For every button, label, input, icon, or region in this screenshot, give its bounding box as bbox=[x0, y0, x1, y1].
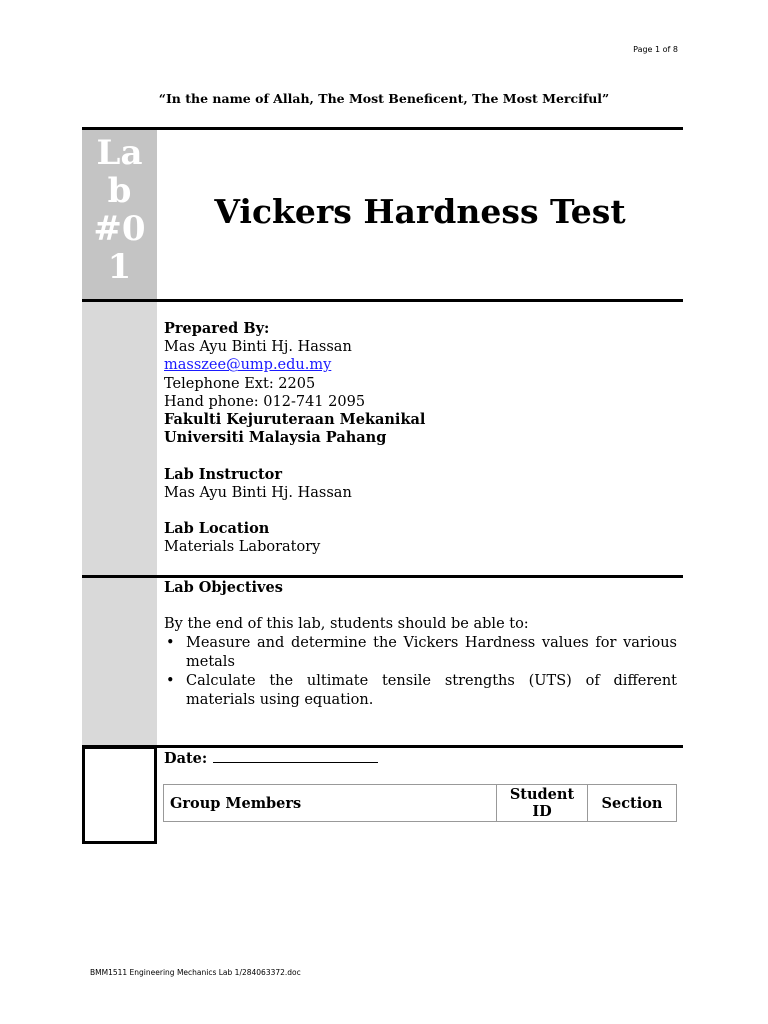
prepared-by-heading: Prepared By: bbox=[164, 320, 270, 337]
left-gray-column-objectives bbox=[82, 578, 157, 745]
university-name: Universiti Malaysia Pahang bbox=[164, 429, 387, 447]
lab-tag-line: #0 bbox=[93, 209, 146, 249]
header-group-members: Group Members bbox=[164, 785, 497, 822]
lab-objectives-section bbox=[164, 578, 677, 710]
table-header-row bbox=[164, 785, 677, 822]
preparer-email-link[interactable]: masszee@ump.edu.my bbox=[164, 357, 332, 374]
objectives-heading: Lab Objectives bbox=[164, 579, 283, 596]
header-student-id: Student ID bbox=[497, 785, 588, 822]
opening-quote: “In the name of Allah, The Most Beneficent, The Most Merciful” bbox=[158, 91, 610, 106]
objective-item: • Calculate the ultimate tensile strengths (UTS) of different materials using equation. bbox=[164, 672, 677, 710]
left-gray-column bbox=[82, 302, 157, 576]
footer-filename: BMM1511 Engineering Mechanics Lab 1/284063372.doc bbox=[90, 968, 301, 977]
hand-phone: Hand phone: 012-741 2095 bbox=[164, 393, 366, 410]
date-label: Date: bbox=[164, 750, 208, 767]
lab-tag-line: b bbox=[107, 171, 132, 211]
telephone-ext: Telephone Ext: 2205 bbox=[164, 375, 316, 392]
lab-location-value: Materials Laboratory bbox=[164, 539, 321, 556]
page-number: Page 1 of 8 bbox=[633, 45, 678, 54]
preparer-name: Mas Ayu Binti Hj. Hassan bbox=[164, 339, 352, 356]
date-blank-line[interactable] bbox=[213, 748, 378, 763]
lab-location-heading: Lab Location bbox=[164, 520, 270, 538]
date-field bbox=[164, 748, 378, 767]
objectives-intro: By the end of this lab, students should be able to: bbox=[164, 616, 529, 632]
group-members-table bbox=[163, 784, 677, 822]
score-box bbox=[82, 746, 157, 844]
objectives-list bbox=[164, 634, 677, 710]
lab-tag-line: 1 bbox=[107, 247, 132, 287]
lab-instructor-heading: Lab Instructor bbox=[164, 465, 282, 483]
top-rule bbox=[82, 127, 683, 130]
document-title: Vickers Hardness Test bbox=[214, 192, 626, 231]
lab-tag-line: La bbox=[96, 133, 143, 173]
title-bottom-rule bbox=[82, 299, 683, 302]
header-section: Section bbox=[588, 785, 677, 822]
lab-instructor-name: Mas Ayu Binti Hj. Hassan bbox=[164, 484, 352, 501]
prepared-by-section bbox=[164, 320, 679, 557]
objective-item: • Measure and determine the Vickers Hardness values for various metals bbox=[164, 634, 677, 672]
lab-number-tag bbox=[82, 130, 157, 300]
faculty-name: Fakulti Kejuruteraan Mekanikal bbox=[164, 411, 426, 429]
